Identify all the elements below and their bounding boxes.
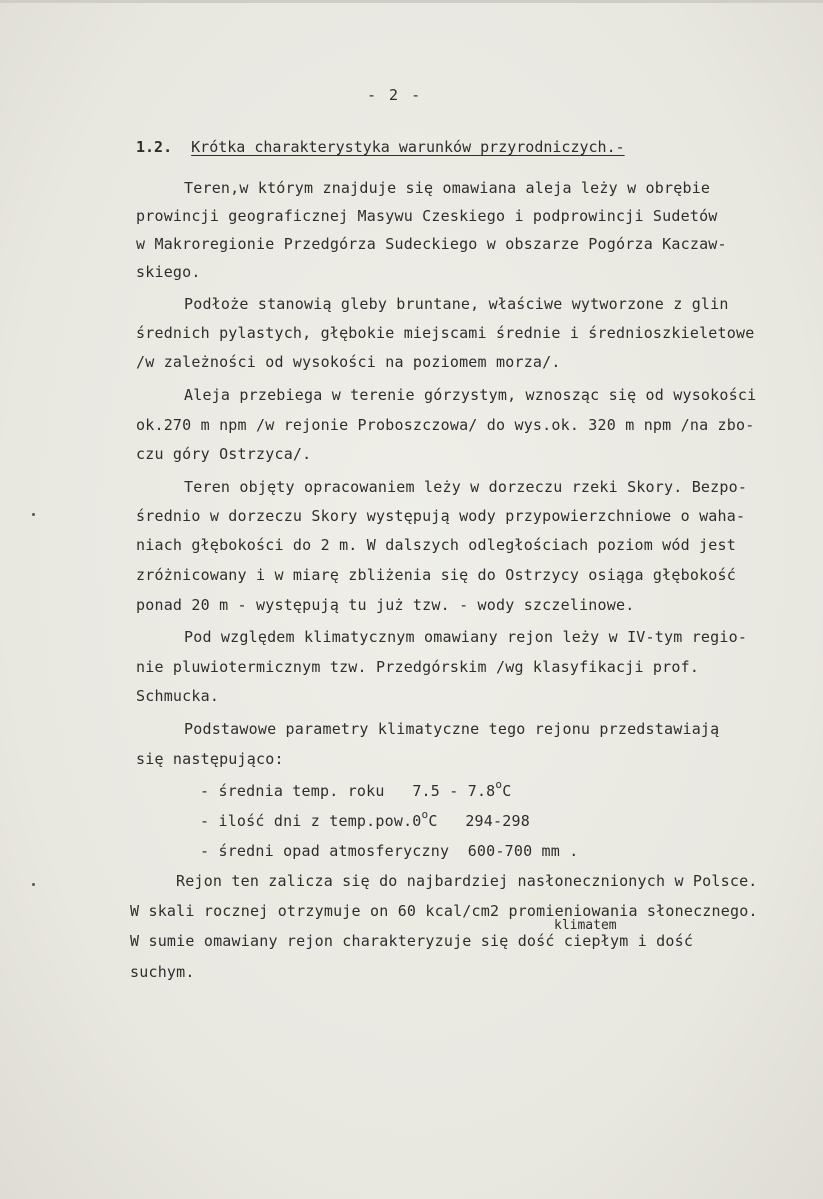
text-line: skiego. (136, 263, 201, 281)
text-line: Teren objęty opracowaniem leży w dorzeczu rzeki Skory. Bezpo- (184, 478, 748, 496)
text-line: prowincji geograficznej Masywu Czeskiego i podprowincji Sudetów (136, 207, 718, 225)
climate-param-precip (200, 842, 578, 860)
text-line: zróżnicowany i w miarę zbliżenia się do Ostrzycy osiąga głębokość (136, 566, 736, 584)
text-line: ponad 20 m - występują tu już tzw. - wody szczelinowe. (136, 596, 635, 614)
handwritten-insert: klimatem (554, 918, 617, 933)
section-title: Krótka charakterystyka warunków przyrodniczych.- (191, 138, 625, 156)
text-line: średnich pylastych, głębokie miejscami średnie i średnioszkieletowe (136, 324, 755, 342)
text-line: czu góry Ostrzyca/. (136, 445, 312, 463)
text-line: średnio w dorzeczu Skory występują wody przypowierzchniowe o waha- (136, 507, 746, 525)
section-heading (136, 138, 625, 156)
punch-mark (32, 513, 35, 516)
text-line: W sumie omawiany rejon charakteryzuje się dość ciepłym i dość (130, 932, 694, 950)
punch-mark (32, 883, 35, 886)
param-label: - średnia temp. roku (200, 782, 385, 800)
text-line: nie pluwiotermicznym tzw. Przedgórskim /wg klasyfikacji prof. (136, 658, 700, 676)
text-line: się następująco: (136, 750, 284, 768)
text-line: w Makroregionie Przedgórza Sudeckiego w obszarze Pogórza Kaczaw- (136, 235, 727, 253)
degree-symbol: o (495, 778, 503, 791)
param-label: - średni opad atmosferyczny (200, 842, 450, 860)
page-top-edge (0, 0, 823, 3)
text-line: Aleja przebiega w terenie górzystym, wznosząc się od wysokości (184, 386, 757, 404)
param-label: - ilość dni z temp.pow.0 (200, 812, 422, 830)
text-line: Pod względem klimatycznym omawiany rejon leży w IV-tym regio- (184, 628, 748, 646)
text-line: suchym. (130, 963, 195, 981)
text-line: Rejon ten zalicza się do najbardziej nasłonecznionych w Polsce. (176, 872, 758, 890)
section-number: 1.2. (136, 138, 173, 156)
text-line: W skali rocznej otrzymuje on 60 kcal/cm2 promieniowania słonecznego. (130, 902, 758, 920)
param-unit: C (428, 812, 438, 830)
text-line: Schmucka. (136, 687, 220, 705)
text-line: niach głębokości do 2 m. W dalszych odległościach poziom wód jest (136, 536, 736, 554)
text-line: Podłoże stanowią gleby bruntane, właściwe wytworzone z glin (184, 295, 729, 313)
page-number: - 2 - (367, 86, 423, 104)
param-value: 600-700 mm . (467, 842, 579, 860)
degree-symbol: o (421, 808, 429, 821)
param-value: 294-298 (465, 812, 530, 830)
text-line: /w zależności od wysokości na poziomem morza/. (136, 353, 561, 371)
climate-param-mean-temp (200, 778, 512, 802)
param-unit: C (502, 782, 512, 800)
param-value: 7.5 - 7.8 (412, 782, 496, 800)
text-line: Podstawowe parametry klimatyczne tego rejonu przedstawiają (184, 720, 720, 738)
text-line: ok.270 m npm /w rejonie Proboszczowa/ do wys.ok. 320 m npm /na zbo- (136, 416, 755, 434)
text-line: Teren,w którym znajduje się omawiana aleja leży w obrębie (184, 179, 711, 197)
climate-param-days (200, 808, 530, 832)
